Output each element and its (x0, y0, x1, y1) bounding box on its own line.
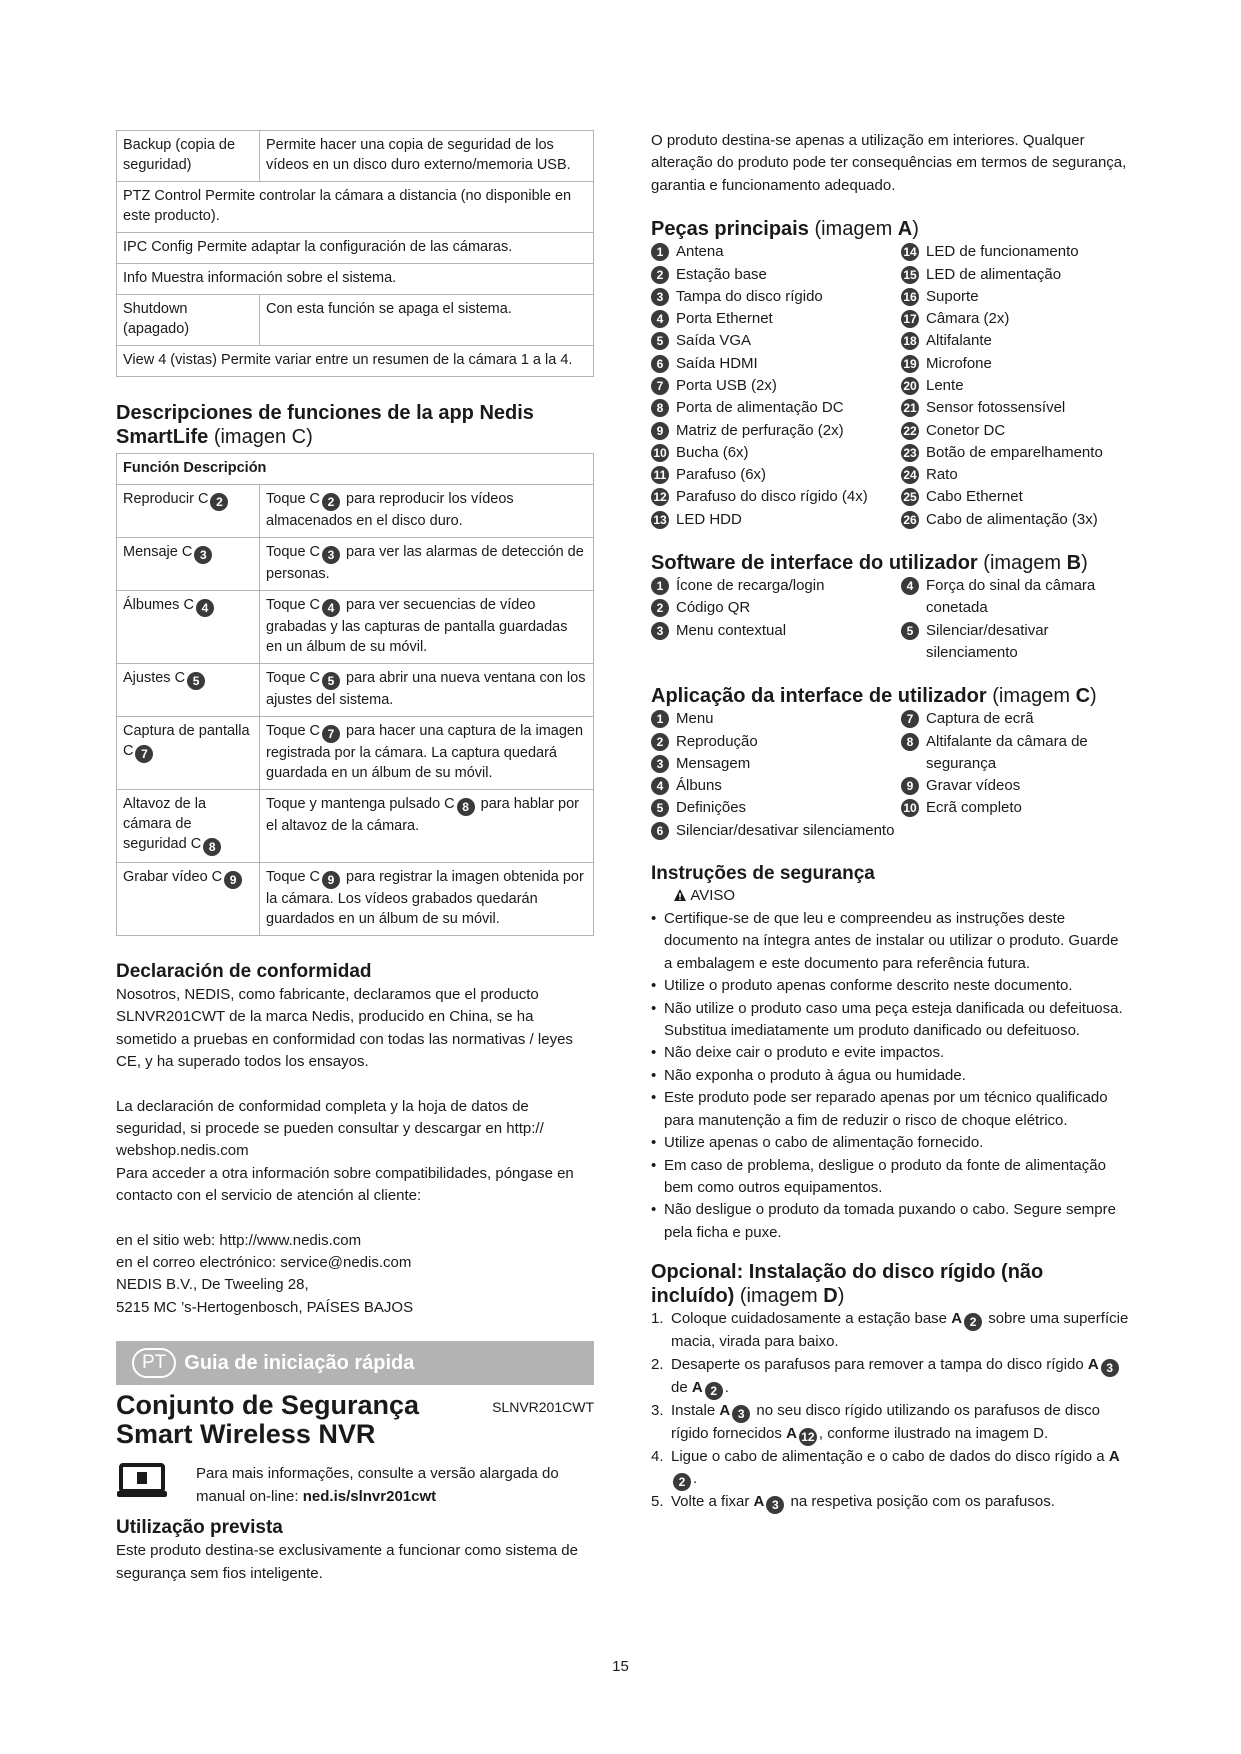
list-item: • Este produto pode ser reparado apenas por um técnico qualificado para manutenção a fim de reduzir o risco de choque elétrico. (651, 1089, 1108, 1129)
table-cell: Álbumes C 4 (117, 591, 260, 664)
list-item: • Não utilize o produto caso uma peça esteja danificada ou defeituosa. Substitua imediatamente um produto danificado ou defeituoso. (651, 999, 1123, 1040)
table-cell: Info Muestra información sobre el sistema. (117, 264, 594, 295)
intro-text: O produto destina-se apenas a utilização em interiores. Qualquer alteração do produto pode ter consequências em termos de segurança, garantia e funcionamento adequado. (651, 132, 1127, 194)
manual-link[interactable]: ned.is/slnvr201cwt (302, 1487, 437, 1505)
list-item: • Utilize o produto apenas conforme descrito neste documento. (651, 977, 1073, 995)
list-item: • Não exponha o produto à água ou humidade. (651, 1066, 966, 1084)
laptop-icon (116, 1463, 196, 1508)
table-cell: Toque y mantenga pulsado C 8 para hablar por el altavoz de la cámara. (260, 790, 594, 863)
parts-list (651, 241, 1129, 531)
table-row (117, 346, 594, 377)
list-item: • Utilize apenas o cabo de alimentação fornecido. (651, 1134, 984, 1152)
table-cell: Grabar vídeo C 9 (117, 863, 260, 936)
menu-functions-table (116, 130, 594, 377)
parts-heading: Peças principais (imagem A) (651, 218, 919, 241)
manual-text: Para mais informações, consulte a versão alargada do manual on-line: (196, 1465, 559, 1505)
list-item: 3. Instale A 3 no seu disco rígido utilizando os parafusos de disco rígido fornecidos A 12 , conforme ilustrado na imagem D. (651, 1401, 1100, 1444)
list-item: 17 Câmara (2x) (901, 308, 1129, 330)
list-item: 23 Botão de emparelhamento (901, 442, 1129, 464)
table-cell: Ajustes C 5 (117, 664, 260, 717)
intended-use-heading: Utilização prevista (116, 1517, 283, 1539)
list-item: 25 Cabo Ethernet (901, 486, 1129, 508)
list-item: 8 Porta de alimentação DC (651, 397, 901, 419)
declaration-text: Para acceder a otra información sobre compatibilidades, póngase en contacto con el servicio de atención al cliente: (116, 1164, 574, 1205)
list-item: 12 Parafuso do disco rígido (4x) (651, 486, 901, 508)
table-row (117, 717, 594, 790)
list-item: 24 Rato (901, 464, 1129, 486)
list-item: 8 Altifalante da câmara de segurança (901, 731, 1129, 776)
table-cell: View 4 (vistas) Permite variar entre un resumen de la cámara 1 a la 4. (117, 346, 594, 377)
table-row (117, 131, 594, 182)
list-item: 5 Definições (651, 797, 901, 819)
list-item: 1. Coloque cuidadosamente a estação base A 2 sobre uma superfície macia, virada para baixo. (651, 1310, 1129, 1351)
contact-line: en el sitio web: http://www.nedis.com (116, 1231, 362, 1249)
list-item: 2 Código QR (651, 597, 901, 619)
table-cell: Toque C 5 para abrir una nueva ventana con los ajustes del sistema. (260, 664, 594, 717)
list-item: 5. Volte a fixar A 3 na respetiva posição com os parafusos. (651, 1492, 1055, 1512)
hdd-heading: Opcional: Instalação do disco rígido (não incluído) (imagem D) (651, 1261, 1044, 1308)
declaration-heading: Declaración de conformidad (116, 961, 372, 982)
list-item: 7 Captura de ecrã (901, 708, 1129, 730)
product-title: Conjunto de Segurança Smart Wireless NVR (116, 1390, 420, 1450)
product-header (116, 1391, 594, 1449)
list-item: 13 LED HDD (651, 509, 901, 531)
table-header-row (117, 454, 594, 485)
list-item: 7 Porta USB (2x) (651, 375, 901, 397)
list-item: 16 Suporte (901, 286, 1129, 308)
table-cell: Reproducir C 2 (117, 485, 260, 538)
list-item: 2. Desaperte os parafusos para remover a tampa do disco rígido A 3 de A 2 . (651, 1354, 1129, 1400)
list-item: 3 Menu contextual (651, 620, 901, 642)
list-item: • Em caso de problema, desligue o produto da fonte de alimentação bem como outros equipamentos. (651, 1156, 1106, 1196)
software-heading: Software de interface do utilizador (imagem B) (651, 552, 1088, 575)
declaration-text: Nosotros, NEDIS, como fabricante, declaramos que el producto SLNVR201CWT de la marca Nedis, producido en China, se ha sometido a pruebas en conformidad con todas las normativas / leyes CE, y ha superado todos los ensayos. (116, 986, 573, 1071)
table-cell: Altavoz de la cámara de seguridad C 8 (117, 790, 260, 863)
table-cell: Permite hacer una copia de seguridad de los vídeos en un disco duro externo/memoria USB. (260, 131, 594, 182)
safety-list (651, 908, 1129, 1244)
table-row (117, 182, 594, 233)
list-item: 2 Estação base (651, 264, 901, 286)
list-item: 26 Cabo de alimentação (3x) (901, 509, 1129, 531)
model-number: SLNVR201CWT (492, 1399, 594, 1416)
contact-line: NEDIS B.V., De Tweeling 28, (116, 1276, 309, 1294)
parts-col-2 (901, 241, 1129, 531)
list-item: 10 Ecrã completo (901, 797, 1129, 819)
warning-triangle-icon (673, 888, 687, 908)
list-item: 6 Saída HDMI (651, 353, 901, 375)
app-ui-list (651, 708, 1129, 842)
intended-use-text: Este produto destina-se exclusivamente a funcionar como sistema de segurança sem fios inteligente. (116, 1542, 578, 1582)
language-code: PT (132, 1348, 176, 1378)
list-item: 9 Gravar vídeos (901, 775, 1129, 797)
table-row (117, 664, 594, 717)
table-cell: Toque C 4 para ver secuencias de vídeo grabadas y las capturas de pantalla guardadas en un álbum de su móvil. (260, 591, 594, 664)
list-item: 14 LED de funcionamento (901, 241, 1129, 263)
left-column (116, 130, 594, 1585)
table-cell: Toque C 3 para ver las alarmas de detección de personas. (260, 538, 594, 591)
safety-heading: Instruções de segurança (651, 863, 875, 885)
table-row (117, 295, 594, 346)
table-row (117, 863, 594, 936)
software-list (651, 575, 1129, 664)
list-item: 1 Menu (651, 708, 901, 730)
table-cell: Toque C 9 para registrar la imagen obtenida por la cámara. Los vídeos grabados quedarán guardados en un álbum de su móvil. (260, 863, 594, 936)
app-functions-table (116, 453, 594, 936)
declaration-text: La declaración de conformidad completa y la hoja de datos de seguridad, si procede se pueden consultar y descargar en http:// webshop.nedis.com (116, 1097, 544, 1160)
right-column (651, 130, 1129, 1514)
list-item: 9 Matriz de perfuração (2x) (651, 420, 901, 442)
app-ui-heading: Aplicação da interface de utilizador (imagem C) (651, 685, 1097, 708)
contact-line: en el correo electrónico: service@nedis.com (116, 1254, 412, 1272)
table-row (117, 233, 594, 264)
parts-col-1 (651, 241, 901, 531)
table-cell: IPC Config Permite adaptar la configuración de las cámaras. (117, 233, 594, 264)
list-item: 5 Saída VGA (651, 330, 901, 352)
list-item: 4 Força do sinal da câmara conetada (901, 575, 1129, 620)
table-cell: Toque C 2 para reproducir los vídeos almacenados en el disco duro. (260, 485, 594, 538)
list-item: 11 Parafuso (6x) (651, 464, 901, 486)
table-row (117, 264, 594, 295)
list-item: 6 Silenciar/desativar silenciamento (651, 820, 901, 842)
table-row (117, 790, 594, 863)
list-item: 4 Álbuns (651, 775, 901, 797)
list-item: 10 Bucha (6x) (651, 442, 901, 464)
language-banner (116, 1341, 594, 1385)
page-number: 15 (612, 1658, 629, 1675)
list-item: • Certifique-se de que leu e compreendeu as instruções deste documento na íntegra antes de instalar ou utilizar o produto. Guarde a embalagem e este documento para referência futura. (651, 910, 1119, 972)
hdd-steps (651, 1308, 1129, 1514)
list-item: 4. Ligue o cabo de alimentação e o cabo de dados do disco rígido a A2 . (651, 1447, 1120, 1489)
list-item: 1 Antena (651, 241, 901, 263)
list-item: 1 Ícone de recarga/login (651, 575, 901, 597)
list-item: 21 Sensor fotossensível (901, 397, 1129, 419)
table-cell: PTZ Control Permite controlar la cámara a distancia (no disponible en este producto). (117, 182, 594, 233)
manual-note (116, 1463, 594, 1508)
table-cell: Captura de pantalla C 7 (117, 717, 260, 790)
table-row (117, 538, 594, 591)
list-item: 2 Reprodução (651, 731, 901, 753)
table-row (117, 591, 594, 664)
table-cell: Backup (copia de seguridad) (117, 131, 260, 182)
list-item: • Não deixe cair o produto e evite impactos. (651, 1044, 945, 1062)
list-item: • Não desligue o produto da tomada puxando o cabo. Segure sempre pela ficha e puxe. (651, 1201, 1116, 1241)
list-item: 19 Microfone (901, 353, 1129, 375)
banner-title: Guia de iniciação rápida (184, 1352, 415, 1375)
list-item: 3 Tampa do disco rígido (651, 286, 901, 308)
table-header: Función Descripción (117, 454, 594, 485)
list-item: 18 Altifalante (901, 330, 1129, 352)
list-item: 3 Mensagem (651, 753, 901, 775)
app-functions-heading: Descripciones de funciones de la app Nedis SmartLife (imagen C) (116, 402, 534, 448)
table-cell: Shutdown (apagado) (117, 295, 260, 346)
list-item: 15 LED de alimentação (901, 264, 1129, 286)
list-item: 22 Conetor DC (901, 420, 1129, 442)
warning-label: AVISO (651, 886, 1129, 908)
list-item: 20 Lente (901, 375, 1129, 397)
table-cell: Toque C 7 para hacer una captura de la imagen registrada por la cámara. La captura quedará guardada en un álbum de su móvil. (260, 717, 594, 790)
table-cell: Con esta función se apaga el sistema. (260, 295, 594, 346)
table-cell: Mensaje C 3 (117, 538, 260, 591)
list-item: 4 Porta Ethernet (651, 308, 901, 330)
contact-line: 5215 MC ’s-Hertogenbosch, PAÍSES BAJOS (116, 1298, 414, 1316)
table-row (117, 485, 594, 538)
list-item: 5 Silenciar/desativar silenciamento (901, 620, 1129, 665)
